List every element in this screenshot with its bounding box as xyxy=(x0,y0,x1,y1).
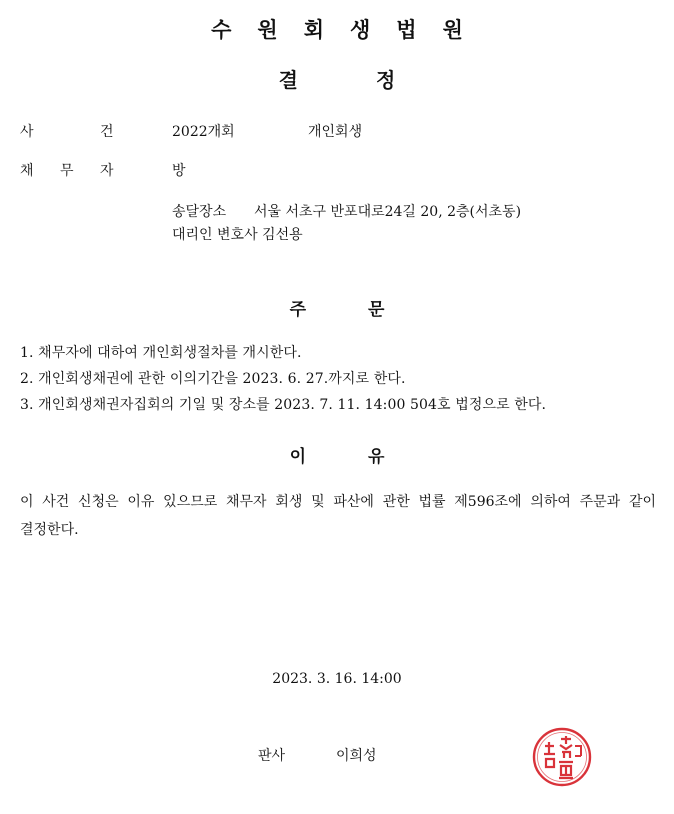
judge-title: 판사 xyxy=(258,748,286,764)
reason-text: 이 사건 신청은 이유 있으므로 채무자 회생 및 파산에 관한 법률 제596조에 의하여 주문과 같이 결정한다. xyxy=(20,494,656,538)
court-name: 수원회생법원 xyxy=(211,18,489,42)
reason-heading-char-1: 이 xyxy=(289,447,306,467)
order-item-3: 3. 개인회생채권자집회의 기일 및 장소를 2023. 7. 11. 14:00 504호 법정으로 한다. xyxy=(20,397,547,413)
debtor-label-char-2: 무 xyxy=(60,163,74,179)
case-number: 2022개회 xyxy=(172,124,235,140)
order-item-1: 1. 채무자에 대하여 개인회생절차를 개시한다. xyxy=(20,345,302,361)
decision-date: 2023. 3. 16. 14:00 xyxy=(272,671,402,687)
debtor-label-char-3: 자 xyxy=(100,163,114,179)
case-type: 개인회생 xyxy=(308,124,363,140)
debtor-name: 방 xyxy=(172,163,186,179)
document-title-char-2: 정 xyxy=(376,68,396,92)
reason-heading xyxy=(0,442,674,467)
representative: 대리인 변호사 김선용 xyxy=(172,227,303,243)
judge-name: 이희성 xyxy=(336,748,377,764)
order-item-2: 2. 개인회생채권에 관한 이의기간을 2023. 6. 27.까지로 한다. xyxy=(20,371,406,387)
case-label-char-1: 사 xyxy=(20,124,34,140)
document-title-char-1: 결 xyxy=(278,68,298,92)
debtor-label-char-1: 채 xyxy=(20,163,34,179)
document-title xyxy=(0,64,674,93)
service-address: 서울 서초구 반포대로24길 20, 2층(서초동) xyxy=(254,204,522,220)
service-address-label: 송달장소 xyxy=(172,204,227,220)
case-label-char-2: 건 xyxy=(100,124,114,140)
order-heading xyxy=(0,295,674,320)
judge-seal-icon xyxy=(531,726,593,788)
order-heading-char-1: 주 xyxy=(289,300,306,320)
order-heading-char-2: 문 xyxy=(368,300,385,320)
reason-heading-char-2: 유 xyxy=(368,447,385,467)
